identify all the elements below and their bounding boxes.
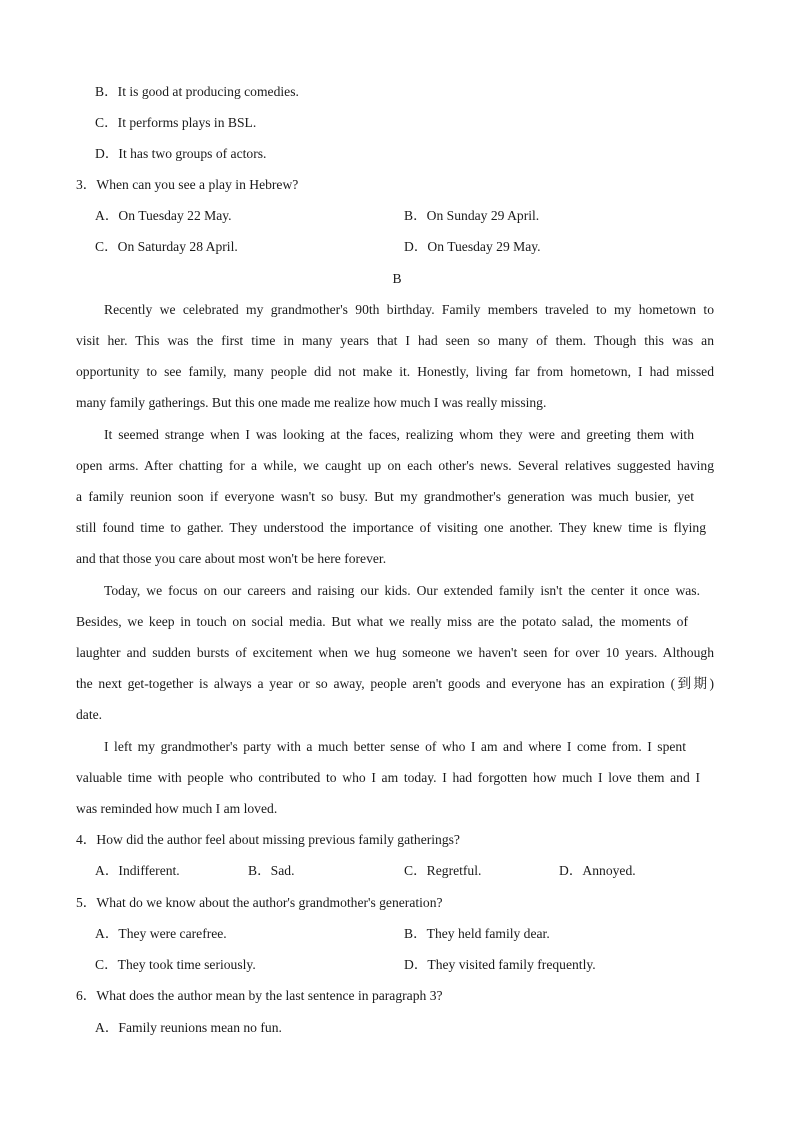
- question-6-stem: 6．What does the author mean by the last sentence in paragraph 3?: [76, 988, 443, 1003]
- question-option[interactable]: C．Regretful.: [404, 863, 482, 878]
- passage-line: It seemed strange when I was looking at the faces, realizing whom they were and greeting them with: [104, 427, 694, 442]
- question-5-stem: 5．What do we know about the author's grandmother's generation?: [76, 895, 443, 910]
- passage-line: I left my grandmother's party with a much better sense of who I am and where I come from. I spent: [104, 739, 686, 754]
- question-option[interactable]: B．Sad.: [248, 863, 295, 878]
- passage-line: date.: [76, 707, 103, 722]
- question-option[interactable]: A．On Tuesday 22 May.: [95, 208, 232, 223]
- passage-line: still found time to gather. They understood the importance of visiting one another. They knew time is flying: [76, 520, 706, 535]
- question-option[interactable]: C．On Saturday 28 April.: [95, 239, 238, 254]
- question-option[interactable]: A．Family reunions mean no fun.: [95, 1020, 282, 1035]
- passage-heading: B: [392, 271, 402, 286]
- passage-line: many family gatherings. But this one made me realize how much I was really missing.: [76, 395, 547, 410]
- question-option[interactable]: A．Indifferent.: [95, 863, 180, 878]
- question-option[interactable]: D．Annoyed.: [559, 863, 636, 878]
- question-option[interactable]: B．On Sunday 29 April.: [404, 208, 540, 223]
- passage-line: opportunity to see family, many people did not make it. Honestly, living far from hometown, I had missed: [76, 364, 714, 379]
- question-option[interactable]: B．It is good at producing comedies.: [95, 84, 299, 99]
- question-3-stem: 3．When can you see a play in Hebrew?: [76, 177, 299, 192]
- passage-line: valuable time with people who contributed to who I am today. I had forgotten how much I love them and I: [76, 770, 700, 785]
- passage-line: Besides, we keep in touch on social media. But what we really miss are the potato salad, the moments of: [76, 614, 688, 629]
- question-option[interactable]: C．They took time seriously.: [95, 957, 256, 972]
- passage-line: open arms. After chatting for a while, we caught up on each other's news. Several relatives suggested having: [76, 458, 714, 473]
- question-option[interactable]: D．They visited family frequently.: [404, 957, 596, 972]
- passage-line: Today, we focus on our careers and raising our kids. Our extended family isn't the center it once was.: [104, 583, 700, 598]
- question-4-stem: 4．How did the author feel about missing previous family gatherings?: [76, 832, 460, 847]
- passage-line: was reminded how much I am loved.: [76, 801, 278, 816]
- passage-line: visit her. This was the first time in many years that I had seen so many of them. Though this was an: [76, 333, 714, 348]
- question-option[interactable]: C．It performs plays in BSL.: [95, 115, 257, 130]
- passage-line: and that those you care about most won't be here forever.: [76, 551, 387, 566]
- question-option[interactable]: B．They held family dear.: [404, 926, 550, 941]
- passage-line: a family reunion soon if everyone wasn't so busy. But my grandmother's generation was much busier, yet: [76, 489, 694, 504]
- question-option[interactable]: D．On Tuesday 29 May.: [404, 239, 541, 254]
- question-option[interactable]: D．It has two groups of actors.: [95, 146, 267, 161]
- passage-line: the next get-together is always a year or so away, people aren't goods and everyone has an expiration (到期): [76, 676, 714, 691]
- question-option[interactable]: A．They were carefree.: [95, 926, 227, 941]
- passage-line: laughter and sudden bursts of excitement when we hug someone we haven't seen for over 10 years. Although: [76, 645, 714, 660]
- passage-line: Recently we celebrated my grandmother's 90th birthday. Family members traveled to my hometown to: [104, 302, 714, 317]
